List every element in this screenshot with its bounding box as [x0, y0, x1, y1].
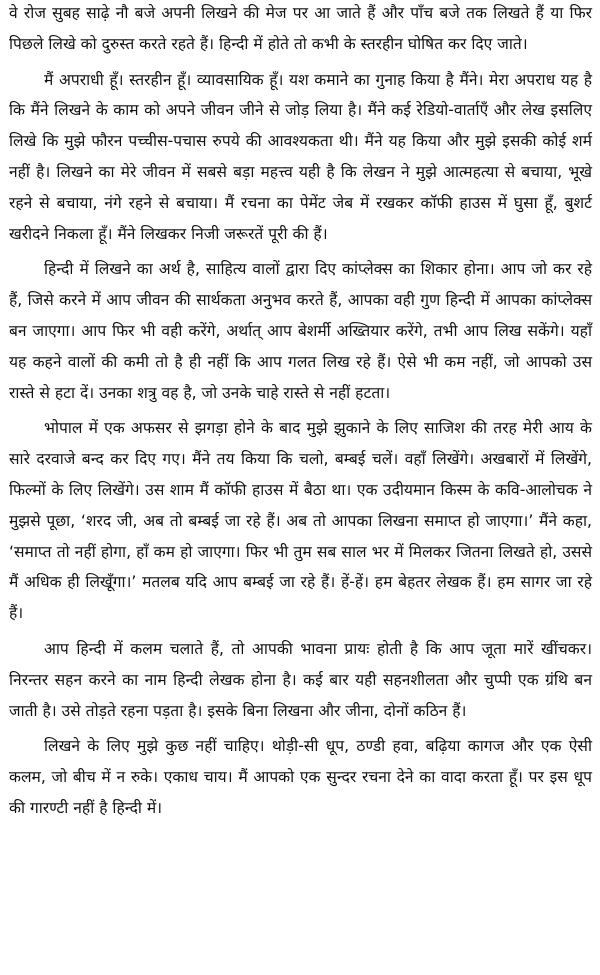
- paragraph: मैं अपराधी हूँ। स्तरहीन हूँ। व्यावसायिक हूँ। यश कमाने का गुनाह किया है मैंने। मेरा अपराध यह है कि मैंने लिखने के काम को अपने जीवन जीने से जोड़ लिया है। मैंने कई रेडियो-वार्ताएँ और लेख इसलिए लिखे कि मुझे फौरन पच्चीस-पचास रुपये की आवश्यकता थी। मैंने यह किया और मुझे इसकी कोई शर्म नहीं है। लिखने का मेरे जीवन में सबसे बड़ा महत्त्व यही है कि लेखन ने मुझे आत्महत्या से बचाया, भूखे रहने से बचाया, नंगे रहने से बचाया। मैं रचना का पेमेंट जेब में रखकर कॉफी हाउस में घुसा हूँ, बुशर्ट खरीदने निकला हूँ। मैंने लिखकर निजी जरूरतें पूरी की हैं।: [9, 70, 592, 243]
- paragraph: भोपाल में एक अफसर से झगड़ा होने के बाद मुझे झुकाने के लिए साजिश की तरह मेरी आय के सारे दरवाजे बन्द कर दिए गए। मैंने तय किया कि चलो, बम्बई चलें। वहाँ लिखेंगे। अखबारों में लिखेंगे, फिल्मों के लिए लिखेंगे। उस शाम मैं कॉफी हाउस में बैठा था। एक उदीयमान किस्म के कवि-आलोचक ने मुझसे पूछा, ‘शरद जी, अब तो बम्बई जा रहे हैं। अब तो आपका लिखना समाप्त हो जाएगा।’ मैंने कहा, ‘समाप्त तो नहीं होगा, हाँ कम हो जाएगा। फिर भी तुम सब साल भर में मिलकर जितना लिखते हो, उससे मैं अधिक ही लिखूँगा।’ मतलब यदि आप बम्बई जा रहे हैं। हें-हें। हम बेहतर लेखक हैं। हम सागर जा रहे हैं।: [9, 419, 592, 623]
- paragraph: लिखने के लिए मुझे कुछ नहीं चाहिए। थोड़ी-सी धूप, ठण्डी हवा, बढ़िया कागज और एक ऐसी कलम, जो बीच में न रुके। एकाध चाय। मैं आपको एक सुन्दर रचना देने का वादा करता हूँ। पर इस धूप की गारण्टी नहीं है हिन्दी में।: [9, 737, 592, 817]
- paragraph: हिन्दी में लिखने का अर्थ है, साहित्य वालों द्वारा दिए कांप्लेक्स का शिकार होना। आप जो कर रहे हैं, जिसे करने में आप जीवन की सार्थकता अनुभव करते हैं, आपका वही गुण हिन्दी में आपका कांप्लेक्स बन जाएगा। आप फिर भी वही करेंगे, अर्थात् आप बेशर्मी अख्तियार करेंगे, तभी आप लिख सकेंगे। यहाँ यह कहने वालों की कमी तो है ही नहीं कि आप गलत लिख रहे हैं। ऐसे भी कम नहीं, जो आपको उस रास्ते से हटा दें। उनका शत्रु वह है, जो उनके चाहे रास्ते से नहीं हटता।: [9, 260, 592, 402]
- paragraph: वे रोज सुबह साढ़े नौ बजे अपनी लिखने की मेज पर आ जाते हैं और पाँच बजे तक लिखते हैं या फिर पिछले लिखे को दुरुस्त करते रहते हैं। हिन्दी में होते तो कभी के स्तरहीन घोषित कर दिए जाते।: [9, 4, 592, 53]
- paragraph: आप हिन्दी में कलम चलाते हैं, तो आपकी भावना प्रायः होती है कि आप जूता मारें खींचकर। निरन्तर सहन करने का नाम हिन्दी लेखक होना है। कई बार यही सहनशीलता और चुप्पी एक ग्रंथि बन जाती है। उसे तोड़ते रहना पड़ता है। इसके बिना लिखना और जीना, दोनों कठिन हैं।: [9, 639, 592, 720]
